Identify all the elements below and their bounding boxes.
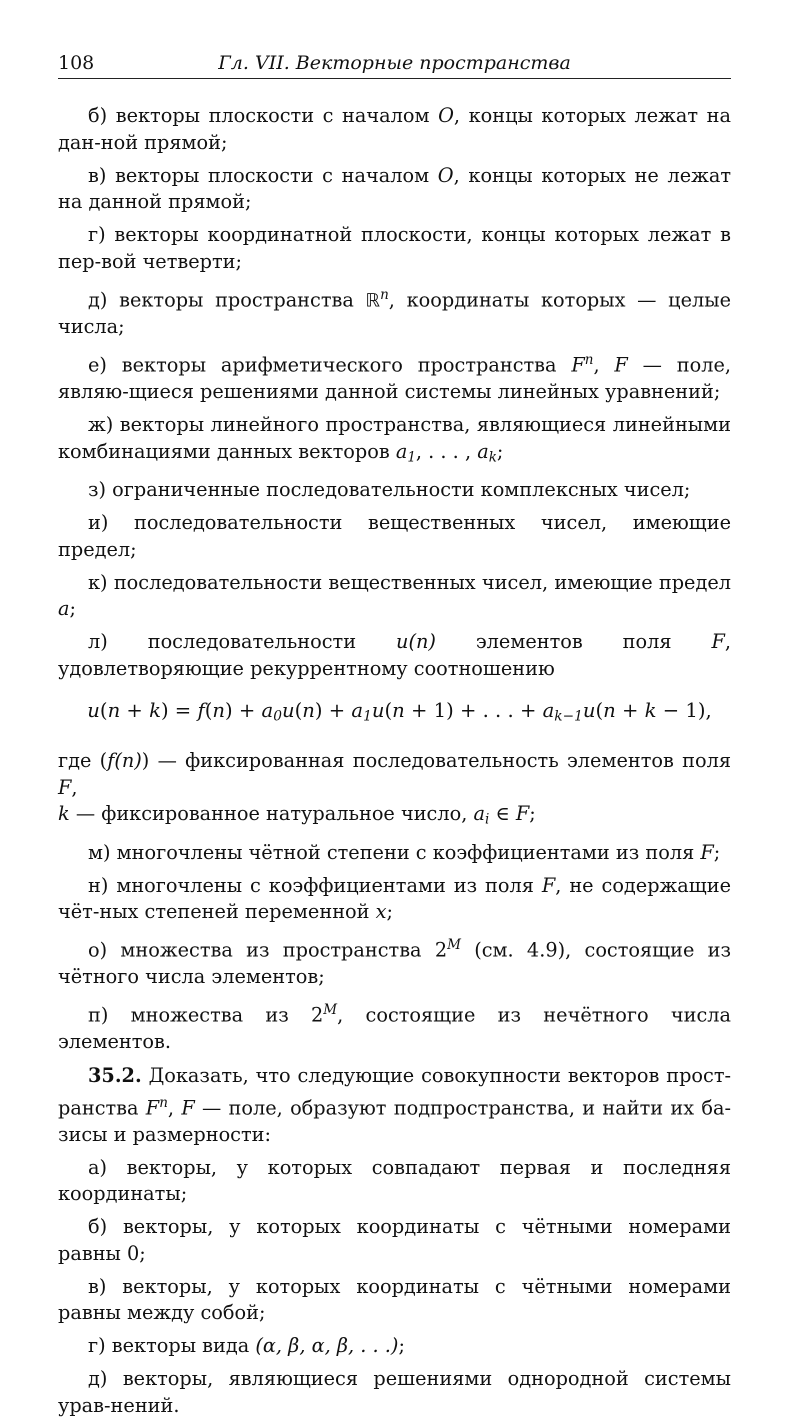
exercise-35-1-item: ж) векторы линейного пространства, являющиеся линейными комбинациями данных векторов $a_1$, . . . , $a_k$; — [58, 413, 731, 466]
item-label: д) — [88, 1367, 108, 1391]
exercise-35-1-item: к) последовательности вещественных чисел, имеющие предел a; — [58, 570, 731, 621]
exercise-35-2-item: г) векторы вида (α, β, α, β, . . .); — [88, 1334, 405, 1358]
exercise-list-part-2 — [58, 840, 731, 1056]
item-label: б) — [88, 104, 108, 127]
exercise-35-2-item: б) векторы, у которых координаты с чётными номерами равны 0; — [58, 1215, 731, 1265]
problem-35-2: 35.2. Доказать, что следующие совокупности векторов прост-ранства $F^n$, F — поле, образуют подпространства, и найти их ба-зисы и размерности: — [58, 1064, 731, 1146]
recurrence-formula: $u(n + k) = f(n) + a_0u(n) + a_1u(n + 1)$ + . . . + $a_{k-1}u(n + k - 1)$, — [87, 699, 712, 725]
exercise-35-1-item: е) векторы арифметического пространства $F^n$, F — поле, являю-щиеся решениями данной системы линейных уравнений; — [58, 352, 731, 404]
running-header — [58, 52, 731, 79]
page-content — [58, 103, 731, 1419]
exercise-35-1-item: л) последовательности u(n) элементов поля F, удовлетворяющие рекуррентному соотношению — [58, 630, 732, 680]
exercise-35-1-item: б) векторы плоскости с началом O, концы которых лежат на дан-ной прямой; — [58, 104, 731, 154]
item-label: з) — [88, 478, 107, 502]
item-label: н) — [88, 873, 109, 897]
exercise-35-1-item: о) множества из пространства $2^M$ (см. 4.9), состоящие из чётного числа элементов; — [58, 937, 732, 988]
exercise-35-1-item: и) последовательности вещественных чисел, имеющие предел; — [58, 511, 731, 561]
item-label: г) — [88, 1334, 106, 1358]
item-label: б) — [88, 1215, 108, 1239]
exercise-35-2-item: д) векторы, являющиеся решениями однородной системы урав-нений. — [58, 1367, 731, 1417]
page — [58, 52, 731, 1426]
exercise-35-1-item: з) ограниченные последовательности комплексных чисел; — [88, 478, 691, 502]
exercise-35-1-item: н) многочлены с коэффициентами из поля F, не содержащие чёт-ных степеней переменной x; — [58, 873, 731, 924]
item-label: д) — [88, 287, 108, 311]
page-number: 108 — [58, 52, 95, 74]
item-label: е) — [88, 353, 107, 377]
item-label: ж) — [88, 413, 114, 437]
item-label: п) — [88, 1003, 109, 1027]
item-label: и) — [88, 511, 109, 535]
formula-explanation: где (f(n)) — фиксированная последовательность элементов поля F, k — фиксированное натуральное число, $a_i$ ∈ F; — [58, 749, 731, 828]
problem-number: 35.2. — [88, 1064, 142, 1088]
item-label: о) — [88, 938, 108, 962]
exercise-list-part-3 — [58, 1155, 731, 1420]
exercise-35-1-item: д) векторы пространства ℝ$^n$, координаты которых — целые числа; — [58, 286, 731, 339]
item-label: м) — [88, 840, 111, 864]
item-label: в) — [88, 163, 107, 187]
item-label: в) — [88, 1274, 107, 1298]
exercise-35-1-item: м) многочлены чётной степени с коэффициентами из поля F; — [88, 840, 721, 864]
exercise-35-2-item: а) векторы, у которых совпадают первая и последняя координаты; — [58, 1155, 731, 1206]
exercise-35-1-item: г) векторы координатной плоскости, концы которых лежат в пер-вой четверти; — [58, 223, 731, 273]
item-label: л) — [88, 630, 108, 654]
exercise-list-part-1 — [58, 103, 731, 682]
chapter-title: Гл. VII. Векторные пространства — [218, 52, 571, 74]
exercise-35-1-item: п) множества из $2^M$, состоящие из нечётного числа элементов. — [58, 1001, 731, 1053]
exercise-35-1-item: в) векторы плоскости с началом O, концы которых не лежат на данной прямой; — [58, 163, 731, 213]
exercise-35-2-item: в) векторы, у которых координаты с чётными номерами равны между собой; — [58, 1274, 731, 1325]
item-label: г) — [88, 223, 106, 246]
item-label: а) — [88, 1155, 108, 1179]
item-label: к) — [88, 570, 108, 594]
